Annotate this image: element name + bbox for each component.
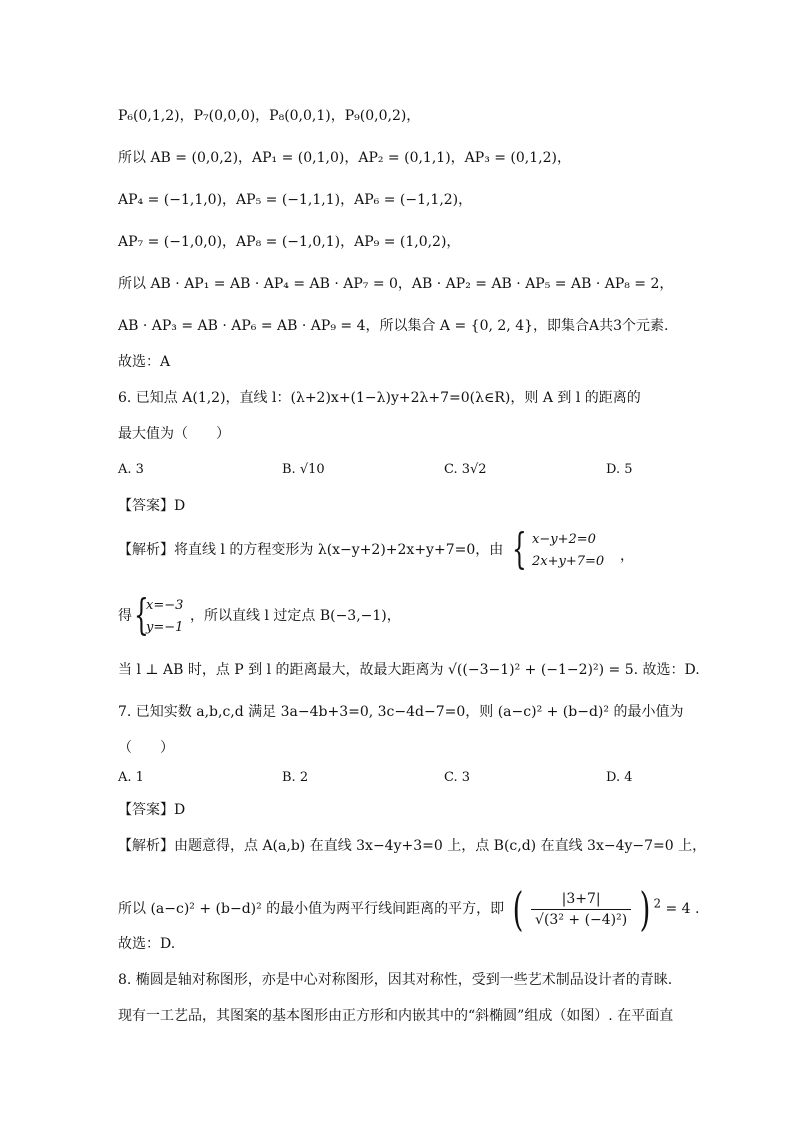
question-7-stem: 7. 已知实数 a,b,c,d 满足 3a−4b+3=0, 3c−4d−7=0，则 (a−c)² + (b−d)² 的最小值为 (118, 704, 684, 720)
fraction-denominator: √(3² + (−4)²) (535, 911, 628, 928)
answer-label: 【答案】D (118, 802, 186, 818)
solution-text: 【解析】由题意得，点 A(a,b) 在直线 3x−4y+3=0 上，点 B(c,d) 在直线 3x−4y−7=0 上， (118, 838, 707, 854)
text-line: AB · AP₃ = AB · AP₆ = AB · AP₉ = 4，所以集合 A = {0, 2, 4}，即集合A共3个元素. (118, 318, 669, 334)
option-b: B. 2 (282, 770, 309, 785)
equation-system-row: y=−1 (146, 620, 184, 635)
question-6-stem: 最大值为（ ） (118, 426, 230, 442)
solution-text: 【解析】将直线 l 的方程变形为 λ(x−y+2)+2x+y+7=0，由 (118, 542, 504, 558)
punctuation: ， (620, 548, 634, 564)
question-8-stem: 现有一工艺品，其图案的基本图形由正方形和内嵌其中的“斜椭圆”组成（如图）. 在平面直 (118, 1008, 674, 1024)
brace-symbol: { (512, 524, 527, 573)
solution-text: 得 (118, 608, 132, 624)
solution-text: ，所以直线 l 过定点 B(−3,−1)， (190, 608, 401, 624)
text-line: 所以 AB = (0,0,2)，AP₁ = (0,1,0)，AP₂ = (0,1,1)，AP₃ = (0,1,2)， (118, 150, 571, 166)
option-d: D. 5 (606, 462, 633, 477)
fraction (531, 889, 631, 930)
text-line: AP₄ = (−1,1,0)，AP₅ = (−1,1,1)，AP₆ = (−1,1,2)， (118, 192, 473, 208)
equation-system-row: 2x+y+7=0 (532, 554, 605, 569)
equation-system-row: x−y+2=0 (532, 532, 596, 547)
paren-right: ) (639, 882, 651, 936)
answer-label: 【答案】D (118, 498, 186, 514)
question-7-stem: （ ） (118, 740, 174, 756)
text-line: 故选：A (118, 354, 171, 370)
exponent: 2 (653, 896, 662, 911)
solution-text-suffix: = 4 . (665, 901, 700, 917)
text-line: 所以 AB · AP₁ = AB · AP₄ = AB · AP₇ = 0，AB · AP₂ = AB · AP₅ = AB · AP₈ = 2， (118, 276, 674, 292)
paren-left: ( (512, 882, 524, 936)
option-b: B. √10 (282, 462, 325, 477)
text-line: AP₇ = (−1,0,0)，AP₈ = (−1,0,1)，AP₉ = (1,0,2)， (118, 234, 461, 250)
solution-text: 当 l ⊥ AB 时，点 P 到 l 的距离最大，故最大距离为 √((−3−1)² + (−1−2)²) = 5. 故选：D. (118, 662, 700, 678)
question-8-stem: 8. 椭圆是轴对称图形，亦是中心对称图形，因其对称性，受到一些艺术制品设计者的青睐. (118, 972, 673, 988)
solution-text-prefix: 所以 (a−c)² + (b−d)² 的最小值为两平行线间距离的平方，即 (118, 901, 505, 917)
option-c: C. 3√2 (444, 462, 487, 477)
text-line: P₆(0,1,2)，P₇(0,0,0)，P₈(0,0,1)，P₉(0,0,2)， (118, 108, 421, 124)
option-d: D. 4 (606, 770, 633, 785)
option-a: A. 3 (118, 462, 144, 477)
equation-system-row: x=−3 (146, 598, 184, 613)
question-6-stem: 6. 已知点 A(1,2)，直线 l：(λ+2)x+(1−λ)y+2λ+7=0(λ∈R)，则 A 到 l 的距离的 (118, 390, 641, 406)
solution-text: 故选：D. (118, 936, 176, 952)
solution-text (118, 882, 700, 936)
fraction-numerator: |3+7| (531, 889, 631, 910)
option-c: C. 3 (444, 770, 471, 785)
brace-symbol: { (134, 590, 149, 639)
option-a: A. 1 (118, 770, 144, 785)
